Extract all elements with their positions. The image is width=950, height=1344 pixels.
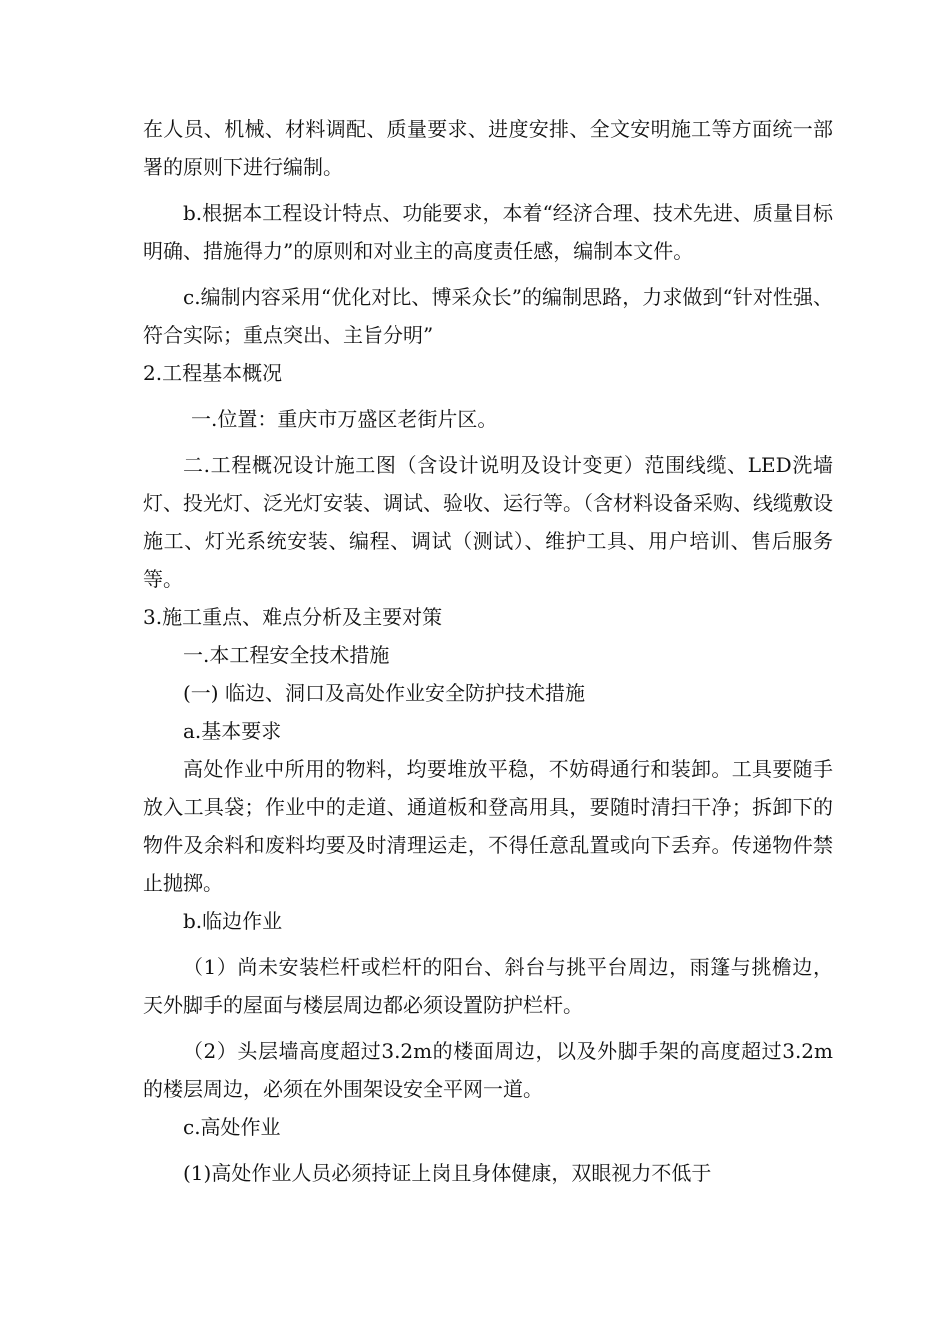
paragraph-item-b: b.根据本工程设计特点、功能要求，本着“经济合理、技术先进、质量目标明确、措施得力”的原则和对业主的高度责任感，编制本文件。 (143, 201, 833, 263)
paragraph-project-scope: 二.工程概况设计施工图（含设计说明及设计变更）范围线缆、LED洗墙灯、投光灯、泛光灯安装、调试、验收、运行等。（含材料设备采购、线缆敷设施工、灯光系统安装、编程、调试（测试）、维护工具、用户培训、售后服务等。 (143, 453, 833, 591)
document-body (143, 110, 833, 1192)
subheading-safety-measures: 一.本工程安全技术措施 (183, 643, 390, 667)
section-heading-project-overview: 2.工程基本概况 (143, 361, 283, 385)
subheading-work-at-height: c.高处作业 (183, 1115, 281, 1139)
subheading-edge-opening-protection: (一) 临边、洞口及高处作业安全防护技术措施 (183, 681, 585, 705)
paragraph-edge-item-1: （1）尚未安装栏杆或栏杆的阳台、斜台与挑平台周边，雨篷与挑檐边，天外脚手的屋面与楼层周边都必须设置防护栏杆。 (143, 955, 833, 1017)
paragraph-edge-item-2: （2）头层墙高度超过3.2m的楼面周边，以及外脚手架的高度超过3.2m的楼层周边，必须在外围架设安全平网一道。 (143, 1039, 833, 1101)
subheading-edge-work: b.临边作业 (183, 909, 283, 933)
paragraph-material-handling: 高处作业中所用的物料，均要堆放平稳，不妨碍通行和装卸。工具要随手放入工具袋；作业中的走道、通道板和登高用具，要随时清扫干净；拆卸下的物件及余料和废料均要及时清理运走，不得任意乱置或向下丢弃。传递物件禁止抛掷。 (143, 757, 833, 895)
paragraph-item-c: c.编制内容采用“优化对比、博采众长”的编制思路，力求做到“针对性强、符合实际；重点突出、主旨分明” (143, 285, 833, 347)
paragraph-location: 一.位置：重庆市万盛区老街片区。 (191, 407, 498, 431)
section-heading-key-difficulties: 3.施工重点、难点分析及主要对策 (143, 605, 443, 629)
subheading-basic-requirements: a.基本要求 (183, 719, 282, 743)
paragraph-height-item-1: (1)高处作业人员必须持证上岗且身体健康，双眼视力不低于 (183, 1161, 712, 1185)
paragraph-arrangement-principle: 在人员、机械、材料调配、质量要求、进度安排、全文安明施工等方面统一部署的原则下进行编制。 (143, 117, 833, 179)
